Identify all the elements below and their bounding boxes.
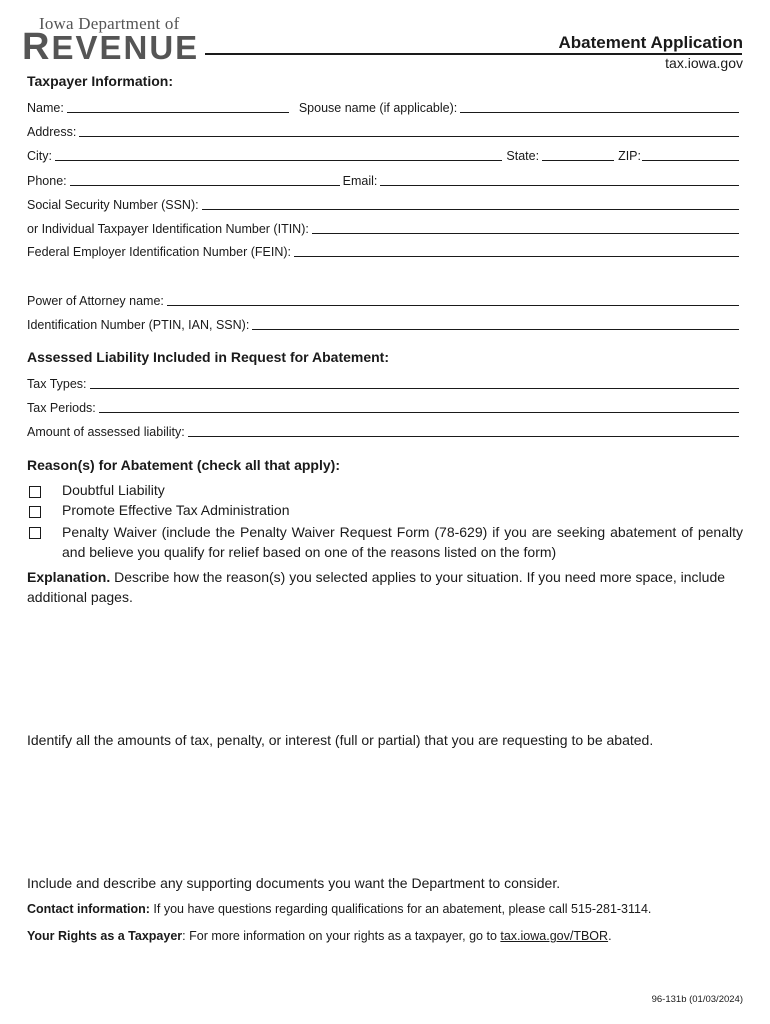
state-label: State:	[506, 149, 540, 163]
amount-field[interactable]	[188, 423, 739, 437]
city-row	[27, 146, 741, 163]
email-field[interactable]	[380, 172, 739, 186]
logo-revenue	[22, 26, 199, 69]
logo-initial: R	[22, 26, 52, 68]
ssn-field[interactable]	[202, 196, 739, 210]
phone-row	[27, 171, 741, 188]
poa-label: Power of Attorney name:	[27, 294, 164, 308]
logo-rest: EVENUE	[51, 29, 200, 66]
spouse-label: Spouse name (if applicable):	[298, 101, 458, 115]
doubtful-label: Doubtful Liability	[62, 482, 165, 498]
promote-checkbox[interactable]	[29, 506, 41, 518]
reasons-heading: Reason(s) for Abatement (check all that apply):	[27, 457, 340, 473]
reason-item-promote	[29, 502, 743, 518]
promote-label: Promote Effective Tax Administration	[62, 502, 290, 518]
tax-types-label: Tax Types:	[27, 377, 87, 391]
penalty-checkbox[interactable]	[29, 527, 41, 539]
doubtful-checkbox[interactable]	[29, 486, 41, 498]
tax-types-row	[27, 374, 741, 391]
itin-label: or Individual Taxpayer Identification Number (ITIN):	[27, 222, 309, 236]
spouse-field[interactable]	[460, 99, 739, 113]
ssn-row	[27, 195, 741, 212]
address-field[interactable]	[79, 123, 739, 137]
header-rule	[205, 53, 742, 55]
form-number: 96-131b (01/03/2024)	[651, 994, 743, 1005]
website-text: tax.iowa.gov	[665, 55, 743, 71]
state-field[interactable]	[542, 147, 614, 161]
taxpayer-heading: Taxpayer Information:	[27, 73, 173, 89]
fein-field[interactable]	[294, 243, 739, 257]
rights-paragraph	[27, 926, 743, 946]
fein-label: Federal Employer Identification Number (FEIN):	[27, 245, 291, 259]
name-label: Name:	[27, 101, 64, 115]
reason-item-doubtful	[29, 482, 743, 498]
tax-types-field[interactable]	[90, 375, 739, 389]
address-label: Address:	[27, 125, 77, 139]
amount-label: Amount of assessed liability:	[27, 425, 185, 439]
amount-row	[27, 422, 741, 439]
explanation-text: Describe how the reason(s) you selected applies to your situation. If you need more space, include additional pages.	[27, 569, 726, 605]
tbor-link[interactable]: tax.iowa.gov/TBOR	[500, 929, 609, 943]
penalty-label: Penalty Waiver (include the Penalty Waiver Request Form (78-629) if you are seeking abatement of penalty and believe you qualify for relief based on one of the reasons listed on the form)	[62, 524, 743, 560]
itin-row	[27, 219, 741, 236]
logo-line1: Iowa Department of	[39, 14, 180, 33]
name-field[interactable]	[67, 99, 289, 113]
tax-periods-field[interactable]	[99, 399, 739, 413]
contact-label: Contact information:	[27, 902, 150, 916]
itin-field[interactable]	[312, 220, 739, 234]
rights-text: : For more information on your rights as a taxpayer, go to	[182, 929, 501, 943]
poa-field[interactable]	[167, 292, 739, 306]
contact-paragraph	[27, 899, 743, 919]
ssn-label: Social Security Number (SSN):	[27, 198, 199, 212]
zip-field[interactable]	[642, 147, 739, 161]
fein-row	[27, 242, 741, 259]
zip-label: ZIP:	[618, 149, 641, 163]
explanation-label: Explanation.	[27, 569, 111, 585]
name-row	[27, 98, 741, 115]
tax-periods-label: Tax Periods:	[27, 401, 96, 415]
poa-id-label: Identification Number (PTIN, IAN, SSN):	[27, 318, 250, 332]
documents-paragraph: Include and describe any supporting documents you want the Department to consider.	[27, 875, 561, 891]
city-label: City:	[27, 149, 52, 163]
city-field[interactable]	[55, 147, 502, 161]
phone-label: Phone:	[27, 174, 67, 188]
rights-label: Your Rights as a Taxpayer	[27, 929, 183, 943]
liability-heading: Assessed Liability Included in Request for Abatement:	[27, 349, 389, 365]
phone-field[interactable]	[70, 172, 340, 186]
tax-periods-row	[27, 398, 741, 415]
address-row	[27, 122, 741, 139]
email-label: Email:	[342, 174, 378, 188]
form-title: Abatement Application	[558, 33, 743, 52]
poa-row	[27, 291, 741, 308]
contact-text: If you have questions regarding qualifications for an abatement, please call 515-281-3114.	[149, 902, 652, 916]
explanation-paragraph	[27, 567, 743, 607]
poa-id-field[interactable]	[252, 316, 739, 330]
rights-end: .	[608, 929, 612, 943]
poa-id-row	[27, 315, 741, 332]
reason-item-penalty	[29, 522, 743, 562]
amounts-paragraph: Identify all the amounts of tax, penalty, or interest (full or partial) that you are requesting to be abated.	[27, 732, 654, 748]
